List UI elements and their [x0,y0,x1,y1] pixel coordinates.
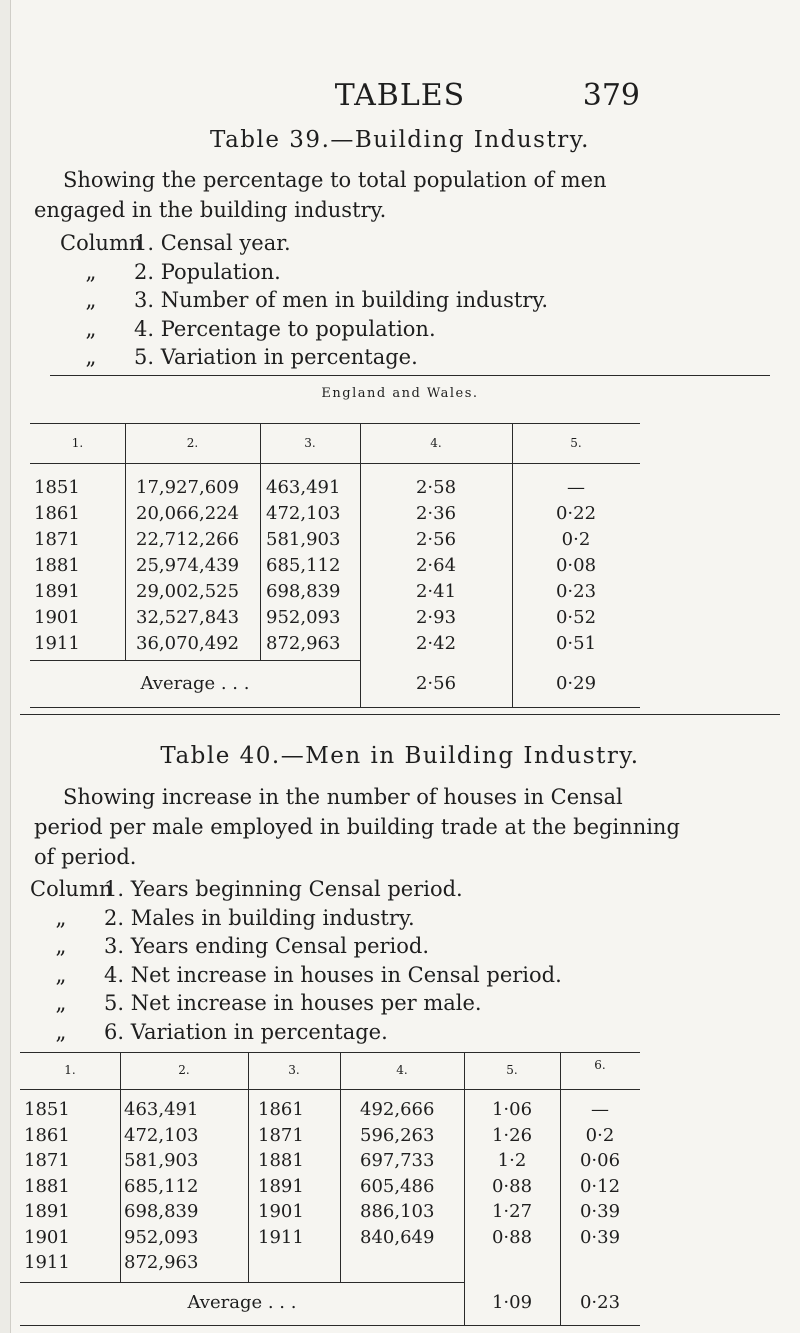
table-39-average-col-5: 0·29 [555,673,597,694]
column-word: Column [60,231,143,255]
table-cell: 32,527,843 [136,607,240,628]
ditto-mark: „ [85,345,97,369]
table-cell: 2·56 [415,529,457,550]
table-39-divider [125,423,126,660]
table-cell: 0·39 [579,1226,621,1248]
table-39-column-key-row [60,258,780,287]
table-40-desc-line-3: of period. [34,845,137,869]
table-cell: 2·36 [415,503,457,524]
table-40-column-key-row [30,904,750,933]
table-40-desc-line-2: period per male employed in building trade at the beginning [34,815,680,839]
table-39-column-key-row [60,343,780,372]
table-40-average-col-6: 0·23 [579,1292,621,1313]
page-binding-edge [0,0,11,1333]
table-40-header-6: 6. [594,1058,606,1072]
rule-top [50,375,770,376]
column-key-text: 1. Years beginning Censal period. [104,877,463,901]
section-separator-rule [20,714,780,715]
ditto-mark: „ [55,1019,67,1044]
table-cell: 36,070,492 [136,633,240,654]
ditto-mark: „ [55,962,67,987]
table-40-divider [120,1052,121,1282]
table-39-header-2: 2. [186,436,199,450]
table-cell: 2·93 [415,607,457,628]
table-cell: 698,839 [124,1201,199,1222]
table-cell: 29,002,525 [136,581,240,602]
column-key-text: 4. Percentage to population. [134,316,436,341]
table-cell: 1·27 [491,1201,533,1222]
table-cell: 1·26 [491,1124,533,1146]
table-40-header-rule [20,1089,640,1090]
table-cell: 1851 [34,477,80,498]
table-cell: 886,103 [360,1201,435,1222]
column-key-text: 6. Variation in percentage. [104,1019,388,1044]
table-cell: 952,093 [266,607,341,628]
table-cell: 1861 [34,503,80,524]
table-cell: 0·08 [555,555,597,576]
column-key-text: 5. Variation in percentage. [134,345,418,369]
table-39-desc-line-1: Showing the percentage to total population of men [63,168,607,192]
table-40-average-label: Average . . . [187,1292,297,1313]
table-cell: 20,066,224 [136,503,240,524]
table-40-column-key-row [30,875,750,904]
table-40-header-5: 5. [506,1063,518,1077]
table-39-description [34,165,774,225]
table-cell: 1·06 [491,1099,533,1120]
table-40-desc-line-1: Showing increase in the number of houses in Censal [63,785,623,809]
table-cell: 1871 [258,1124,304,1146]
table-cell: 2·41 [415,581,457,602]
table-cell: 1911 [34,633,80,654]
table-cell: 472,103 [266,503,341,524]
table-39-column-key-row [60,315,780,344]
table-cell: 685,112 [266,555,341,576]
table-cell: 872,963 [266,633,341,654]
table-cell: 1881 [34,555,80,576]
table-cell: 1891 [258,1175,304,1197]
table-cell: 0·88 [491,1226,533,1248]
table-39-desc-line-2: engaged in the building industry. [34,198,387,222]
table-cell: 1871 [34,529,80,550]
table-40-header-2: 2. [178,1063,190,1077]
table-cell: 463,491 [124,1099,199,1120]
table-cell: 1871 [24,1150,70,1171]
table-40-bottom-rule [20,1325,640,1326]
table-39-column-key [60,229,780,372]
table-cell: 685,112 [124,1175,199,1197]
table-40-top-rule [20,1052,640,1053]
table-cell: 0·2 [585,1124,615,1146]
table-cell: 596,263 [360,1124,435,1146]
column-key-text: 5. Net increase in houses per male. [104,991,482,1015]
column-key-text: 3. Number of men in building industry. [134,288,549,312]
table-cell: 1901 [24,1226,70,1248]
running-title: TABLES [334,78,466,113]
table-cell: 581,903 [124,1150,199,1171]
table-cell: 0·22 [555,503,597,524]
table-40-column-key-row [30,961,750,990]
table-cell: 0·06 [579,1150,621,1171]
column-key-text: 4. Net increase in houses in Censal period. [104,962,562,987]
ditto-mark: „ [55,991,67,1015]
table-39-subtitle: England and Wales. [321,386,479,401]
table-cell: 1881 [258,1150,304,1171]
table-39-average-col-4: 2·56 [415,673,457,694]
page-number: 379 [582,78,640,113]
table-39-column-key-row [60,286,780,315]
table-cell: 952,093 [124,1226,199,1248]
table-cell: 25,974,439 [136,555,240,576]
table-40-body-rule [20,1282,464,1283]
table-39-header-4: 4. [430,436,442,450]
table-40-description [34,782,774,872]
ditto-mark: „ [85,288,97,312]
table-39-top-rule [30,423,640,424]
table-40-divider [340,1052,341,1282]
table-cell: 1901 [258,1201,304,1222]
table-40-average-col-5: 1·09 [491,1292,533,1313]
table-39-average-label: Average . . . [140,673,250,694]
table-39-bottom-rule [30,707,640,708]
table-cell: 22,712,266 [136,529,240,550]
ditto-mark: „ [55,905,67,930]
table-40-column-key [30,875,750,1046]
table-cell: 0·51 [555,633,597,654]
table-cell: 0·39 [579,1201,621,1222]
table-40-column-key-row [30,989,750,1018]
table-cell: 1·2 [497,1150,527,1171]
table-cell: 605,486 [360,1175,435,1197]
table-39-header-3: 3. [304,436,316,450]
table-cell: 697,733 [360,1150,435,1171]
table-cell: 1901 [34,607,80,628]
table-40-title: Table 40.—Men in Building Industry. [160,743,640,769]
table-cell: 1911 [24,1252,70,1273]
column-key-text: 2. Males in building industry. [104,905,415,930]
table-40-header-1: 1. [64,1063,76,1077]
ditto-mark: „ [55,934,67,958]
table-cell: 492,666 [360,1099,435,1120]
table-cell: 2·58 [415,477,457,498]
column-word: Column [30,877,113,901]
table-cell: 872,963 [124,1252,199,1273]
column-key-text: 3. Years ending Censal period. [104,934,430,958]
table-cell: 1891 [24,1201,70,1222]
table-40-header-3: 3. [288,1063,300,1077]
table-40-column-key-row [30,1018,750,1047]
table-39-header-1: 1. [71,436,84,450]
ditto-mark: „ [85,259,97,284]
table-cell: 1881 [24,1175,70,1197]
table-cell: 0·23 [555,581,597,602]
table-39-title: Table 39.—Building Industry. [210,127,590,153]
table-39-column-key-row [60,229,780,258]
table-cell: 581,903 [266,529,341,550]
table-cell: 0·88 [491,1175,533,1197]
table-cell: 1851 [24,1099,70,1120]
table-cell: — [591,1099,609,1120]
page-header [0,78,800,118]
table-cell: 1891 [34,581,80,602]
ditto-mark: „ [85,316,97,341]
table-cell: 1861 [24,1124,70,1146]
table-cell: 840,649 [360,1226,435,1248]
column-key-text: 2. Population. [134,259,281,284]
table-40-divider [248,1052,249,1282]
table-39-body-rule [30,660,360,661]
table-39-divider [260,423,261,660]
table-cell: 1861 [258,1099,304,1120]
table-cell: 472,103 [124,1124,199,1146]
table-cell: 1911 [258,1226,304,1248]
table-39-header-rule [30,463,640,464]
table-cell: 2·64 [415,555,457,576]
table-cell: 17,927,609 [136,477,240,498]
table-cell: 0·2 [561,529,591,550]
table-cell: 698,839 [266,581,341,602]
table-40-column-key-row [30,932,750,961]
table-39-header-5: 5. [570,436,582,450]
column-key-text: 1. Censal year. [134,231,291,255]
table-40-header-4: 4. [396,1063,408,1077]
table-cell: 0·12 [579,1175,621,1197]
table-cell: 463,491 [266,477,341,498]
table-cell: 2·42 [415,633,457,654]
table-cell: 0·52 [555,607,597,628]
table-cell: — [567,477,585,498]
